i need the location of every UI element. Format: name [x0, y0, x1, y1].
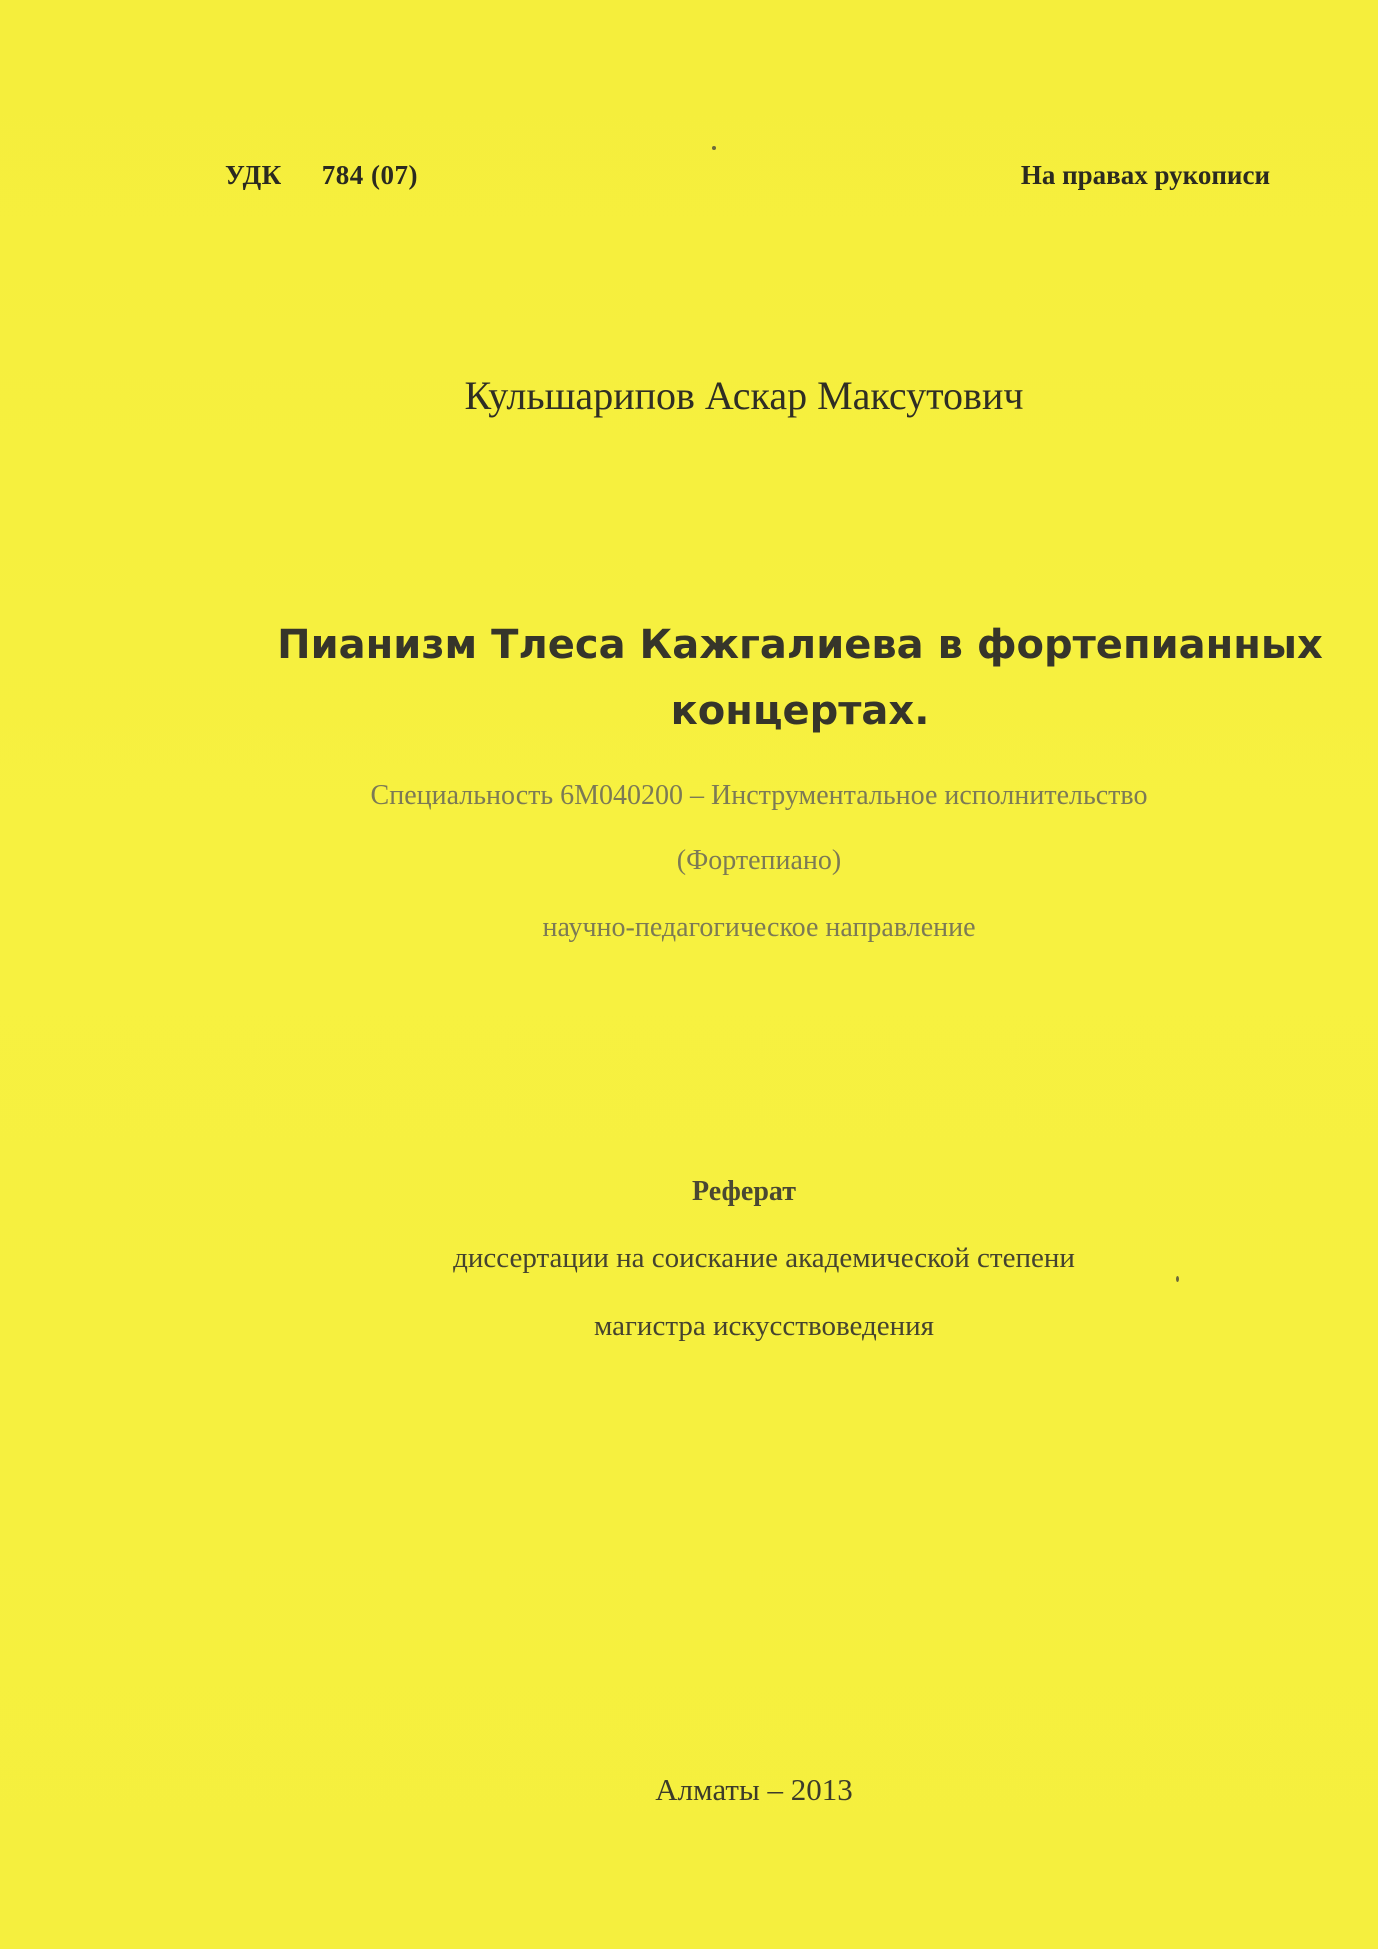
- author-name: Кульшарипов Аскар Максутович: [464, 373, 1024, 418]
- abstract-heading: Реферат: [692, 1176, 796, 1207]
- document-title: [250, 612, 1350, 744]
- specialty-line-1: Специальность 6М040200 – Инструментальное исполнительство: [370, 780, 1148, 811]
- paper-speck: [1176, 1276, 1179, 1282]
- city-year: Алматы – 2013: [655, 1772, 853, 1807]
- title-line-2: концертах.: [670, 688, 930, 734]
- paper-speck: [712, 146, 716, 150]
- specialty-line-2: (Фортепиано): [676, 845, 842, 876]
- specialty-line-3: научно-педагогическое направление: [542, 912, 976, 943]
- udk-code: 784 (07): [321, 160, 418, 190]
- abstract-line-2: магистра искусствоведения: [594, 1310, 934, 1342]
- title-line-1: Пианизм Тлеса Кажгалиева в фортепианных: [277, 622, 1323, 668]
- rights-note: На правах рукописи: [1020, 160, 1270, 190]
- udk-label: УДК: [225, 160, 282, 190]
- abstract-line-1: диссертации на соискание академической степени: [453, 1242, 1075, 1274]
- udk-classification: [225, 160, 418, 191]
